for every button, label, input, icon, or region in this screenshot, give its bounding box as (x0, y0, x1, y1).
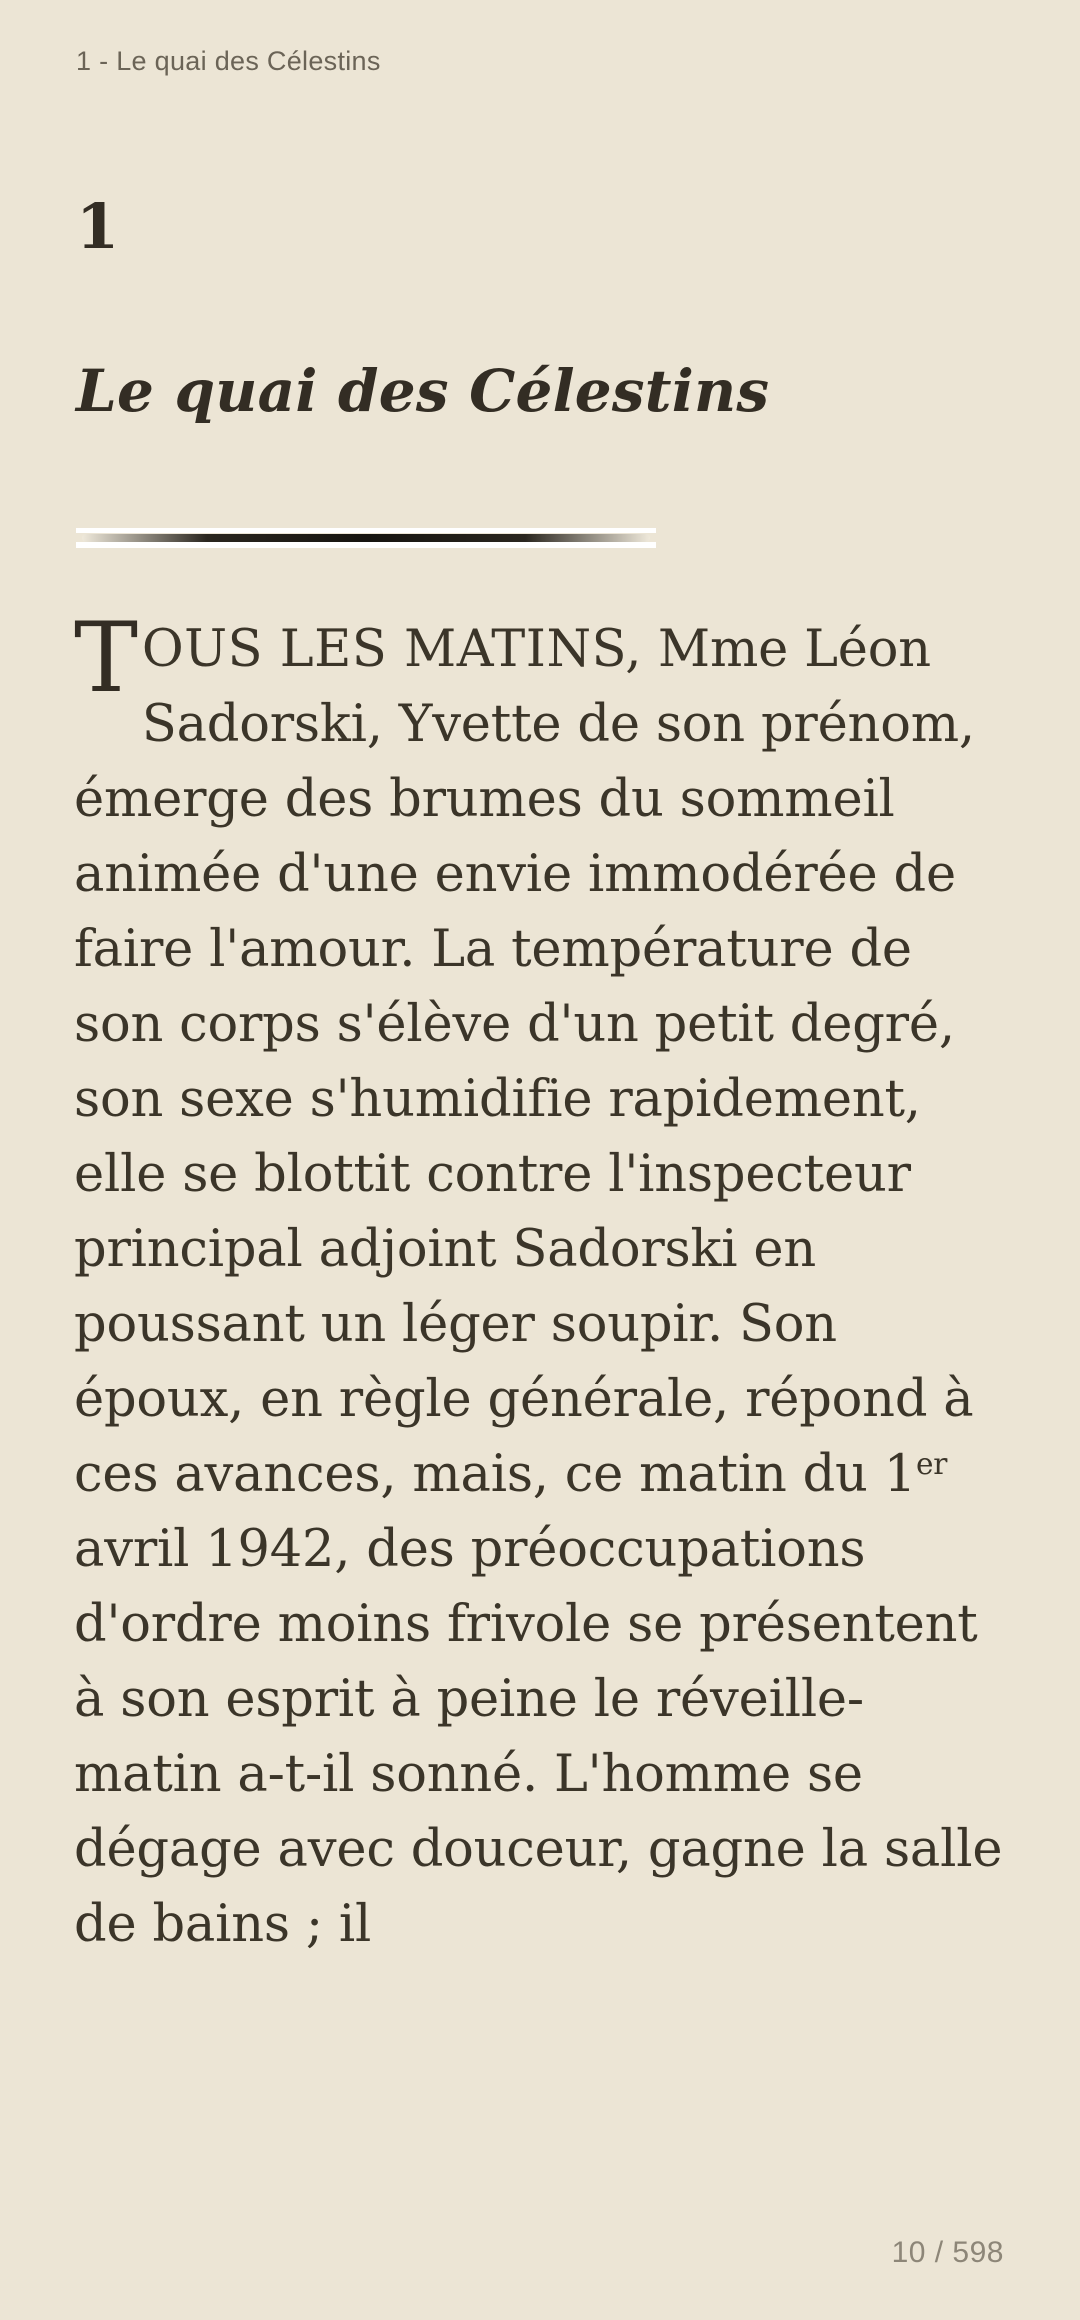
body-text-part-1: Mme Léon Sadorski, Yvette de son prénom, émerge des brumes du sommeil animée d'une envie immodérée de faire l'amour. La température de son corps s'élève d'un petit degré, son sexe s'humidifie rapidement, elle se blottit contre l'inspecteur principal adjoint Sadorski en poussant un léger soupir. Son époux, en règle générale, répond à ces avances, mais, ce matin du 1 (74, 620, 975, 1504)
running-head: 1 - Le quai des Célestins (76, 46, 381, 76)
page-indicator: 10 / 598 (891, 2236, 1004, 2269)
opening-small-caps: OUS LES MATINS, (141, 620, 642, 679)
body-text-part-2: avril 1942, des préoccupations d'ordre moins frivole se présentent à son esprit à peine le réveille-matin a-t-il sonné. L'homme se dégage avec douceur, gagne la salle de bains ; il (74, 1520, 1003, 1954)
chapter-number: 1 (76, 190, 120, 263)
body-paragraph (74, 602, 1004, 1962)
ornamental-divider (76, 528, 656, 556)
drop-cap: T (74, 602, 138, 714)
divider-highlight-bottom (76, 542, 656, 548)
divider-highlight-top (76, 528, 656, 533)
ordinal-suffix: er (915, 1446, 948, 1481)
divider-line (82, 534, 650, 542)
chapter-title: Le quai des Célestins (76, 357, 770, 425)
